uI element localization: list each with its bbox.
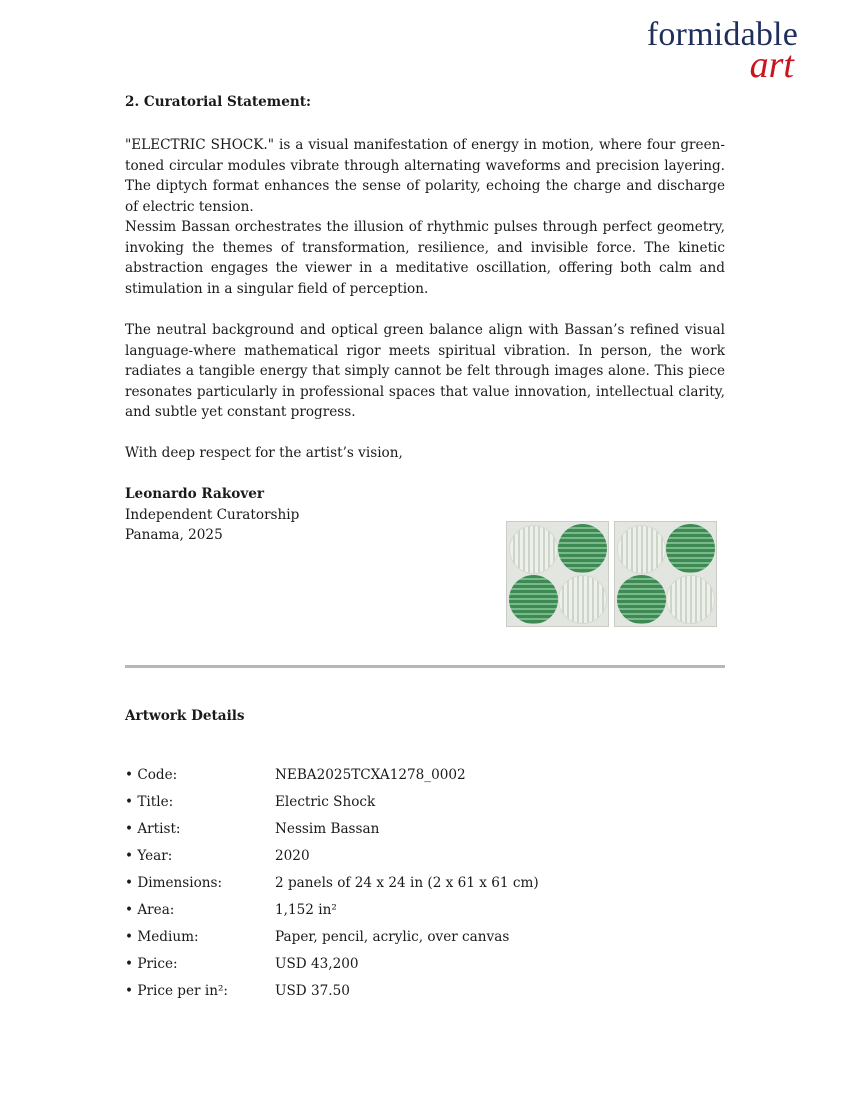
logo-wordmark-art: art — [749, 44, 794, 86]
curator-place: Panama, 2025 — [125, 527, 223, 544]
detail-label: • Price per in²: — [125, 982, 229, 999]
artwork-circle-green — [509, 575, 558, 624]
logo-wordmark-formidable: formidable — [646, 16, 798, 53]
detail-label: • Year: — [125, 847, 173, 864]
detail-value: NEBA2025TCXA1278_0002 — [275, 766, 466, 783]
detail-value: Electric Shock — [275, 793, 376, 810]
section-divider — [125, 665, 725, 668]
detail-value: 2 panels of 24 x 24 in (2 x 61 x 61 cm) — [275, 874, 539, 891]
artwork-circle-green — [666, 524, 715, 573]
closing-line: With deep respect for the artist’s vision, — [125, 445, 403, 461]
detail-row-artist — [125, 815, 725, 842]
detail-label: • Title: — [125, 793, 174, 810]
details-title: Artwork Details — [125, 708, 245, 724]
detail-row-code — [125, 761, 725, 788]
detail-row-area — [125, 896, 725, 923]
artwork-circle-light — [617, 525, 666, 574]
detail-value: Paper, pencil, acrylic, over canvas — [275, 928, 510, 945]
artwork-panel-left — [506, 521, 609, 627]
detail-label: • Artist: — [125, 820, 181, 837]
detail-row-medium — [125, 923, 725, 950]
detail-value: USD 37.50 — [275, 982, 350, 999]
detail-row-title — [125, 788, 725, 815]
detail-row-price-per-area — [125, 977, 725, 1004]
detail-value: 1,152 in² — [275, 901, 337, 918]
artwork-thumbnail — [506, 521, 717, 627]
detail-label: • Price: — [125, 955, 178, 972]
statement-paragraph-3: The neutral background and optical green balance align with Bassan’s refined visual language-where mathematical rigor meets spiritual vibration. In person, the work radiates a tangible energy that simply cannot be felt through images alone. This piece resonates particularly in professional spaces that value innovation, intellectual clarity, and subtle yet constant progress. — [125, 322, 725, 421]
detail-label: • Dimensions: — [125, 874, 223, 891]
artwork-details-list — [125, 761, 725, 1004]
artwork-circle-light — [558, 575, 607, 624]
detail-row-year — [125, 842, 725, 869]
curator-name: Leonardo Rakover — [125, 486, 265, 502]
artwork-panel-right — [614, 521, 717, 627]
detail-row-dimensions — [125, 869, 725, 896]
detail-label: • Code: — [125, 766, 178, 783]
brand-logo — [647, 18, 798, 84]
detail-value: Nessim Bassan — [275, 820, 380, 837]
detail-label: • Medium: — [125, 928, 199, 945]
detail-label: • Area: — [125, 901, 175, 918]
artwork-circle-green — [617, 575, 666, 624]
artwork-circle-light — [509, 525, 558, 574]
statement-paragraph-2: Nessim Bassan orchestrates the illusion of rhythmic pulses through perfect geometry, invoking the themes of transformation, resilience, and invisible force. The kinetic abstraction engages the viewer in a meditative oscillation, offering both calm and stimulation in a singular field of perception. — [125, 219, 725, 297]
artwork-circle-green — [558, 524, 607, 573]
detail-value: 2020 — [275, 847, 310, 864]
artwork-circle-light — [666, 575, 715, 624]
curator-role: Independent Curatorship — [125, 506, 300, 523]
statement-paragraph-1: "ELECTRIC SHOCK." is a visual manifestation of energy in motion, where four green-toned circular modules vibrate through alternating waveforms and precision layering. The diptych format enhances the sense of polarity, echoing the charge and discharge of electric tension. — [125, 137, 725, 215]
signature-block — [125, 484, 299, 546]
detail-row-price — [125, 950, 725, 977]
detail-value: USD 43,200 — [275, 955, 359, 972]
section-title: 2. Curatorial Statement: — [125, 94, 312, 110]
